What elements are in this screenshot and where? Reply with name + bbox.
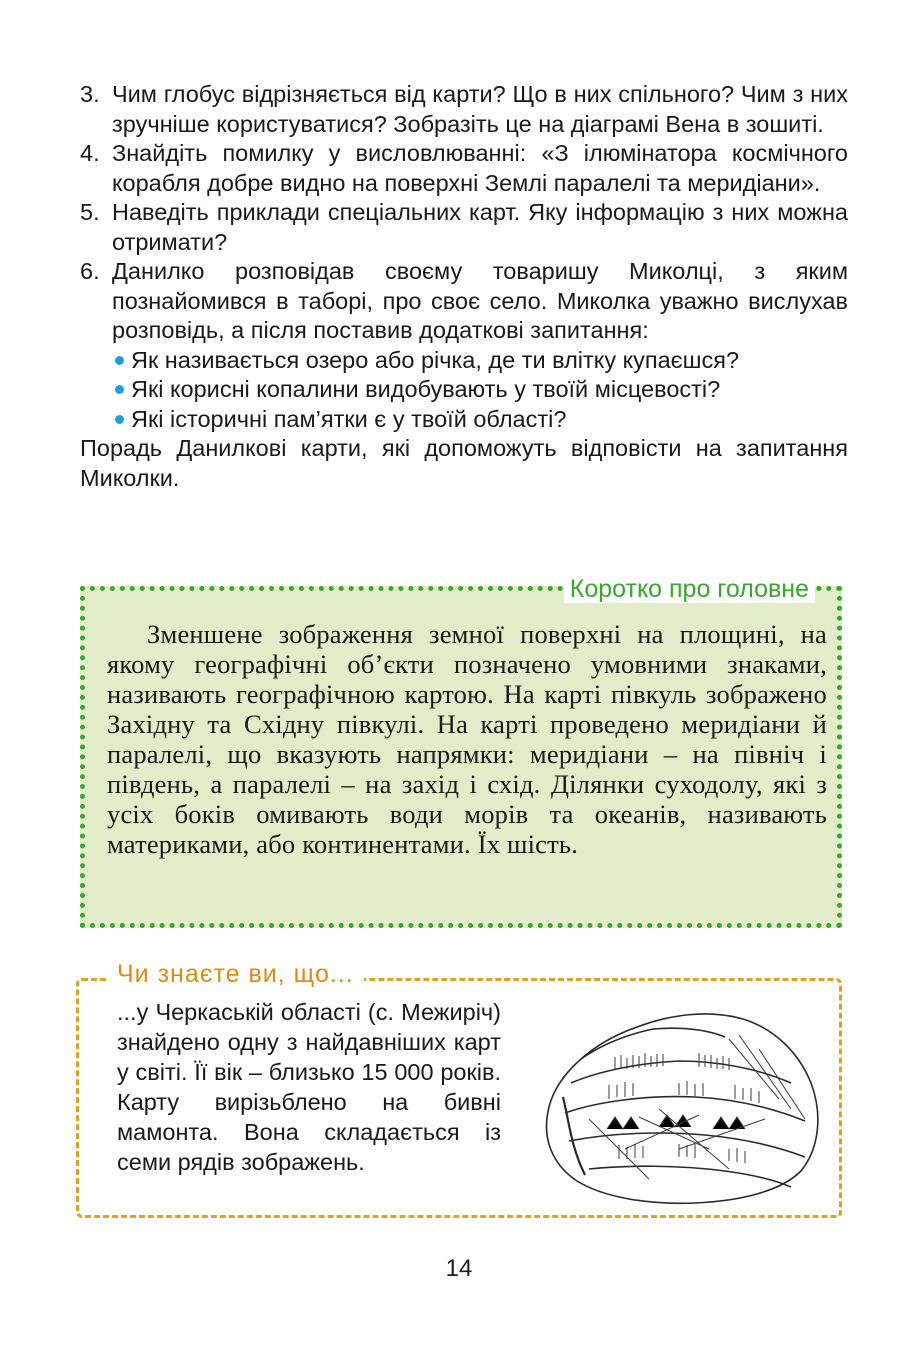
question-number: 6.: [80, 258, 100, 284]
bullet-text: Як називається озеро або річка, де ти влітку купаєшся?: [131, 346, 740, 373]
summary-text-block: [107, 619, 827, 859]
question-6: [80, 257, 848, 346]
bullet-dot-icon: [115, 356, 124, 365]
bullet-list: [112, 346, 848, 435]
bullet-item: [112, 346, 848, 376]
summary-text: Зменшене зображення земної поверхні на площині, на якому географічні об’єкти позначено умовними знаками, називають географічною картою. На карті півкуль зображено Західну та Східну півкулі. На карті проведено меридіани й паралелі, що вказують напрямки: меридіани – на північ і південь, а паралелі – на захід і схід. Ділянки суходолу, які з усіх боків омивають води морів та океанів, називають материками, або континентами. Їх шість.: [107, 619, 827, 859]
question-3: [80, 80, 848, 139]
bullet-dot-icon: [115, 415, 124, 424]
bullet-dot-icon: [115, 385, 124, 394]
closing-task: Порадь Данилкові карти, які допоможуть відповісти на запитання Миколки.: [80, 435, 848, 491]
question-number: 5.: [80, 199, 100, 225]
did-you-know-title: Чи знаєте ви, що...: [109, 959, 364, 989]
bullet-text: Які історичні пам’ятки є у твоїй області?: [131, 405, 567, 432]
question-text: Знайдіть помилку у висловлюванні: «З ілюмінатора космічного корабля добре видно на поверхні Землі паралелі та меридіани».: [112, 140, 848, 196]
summary-title: Коротко про головне: [564, 575, 815, 603]
did-you-know-text: ...у Черкаській області (с. Межиріч) знайдено одну з найдавніших карт у світі. Її вік – близько 15 000 років. Карту вирізьблено на бивні мамонта. Вона складається із семи рядів зображень.: [117, 999, 501, 1175]
summary-box: [80, 575, 842, 928]
question-number: 3.: [80, 81, 100, 107]
question-text: Наведіть приклади спеціальних карт. Яку інформацію з них можна отримати?: [112, 199, 848, 255]
bullet-item: [112, 375, 848, 405]
bullet-item: [112, 405, 848, 435]
did-you-know-box: [76, 960, 842, 1218]
question-number: 4.: [80, 140, 100, 166]
question-text: Данилко розповідав своєму товаришу Миколці, з яким познайомився в таборі, про своє село. Миколка уважно вислухав розповідь, а після поставив додаткові запитання:: [112, 258, 848, 343]
page-number: 14: [445, 1255, 473, 1282]
question-text: Чим глобус відрізняється від карти? Що в них спільного? Чим з них зручніше користуватися? Зобразіть це на діаграмі Вена в зошиті.: [112, 81, 848, 137]
question-4: [80, 139, 848, 198]
question-5: [80, 198, 848, 257]
bullet-text: Які корисні копалини видобувають у твоїй місцевості?: [131, 376, 721, 402]
mammoth-tusk-map-illustration: [529, 999, 829, 1209]
questions-list: [80, 80, 848, 493]
